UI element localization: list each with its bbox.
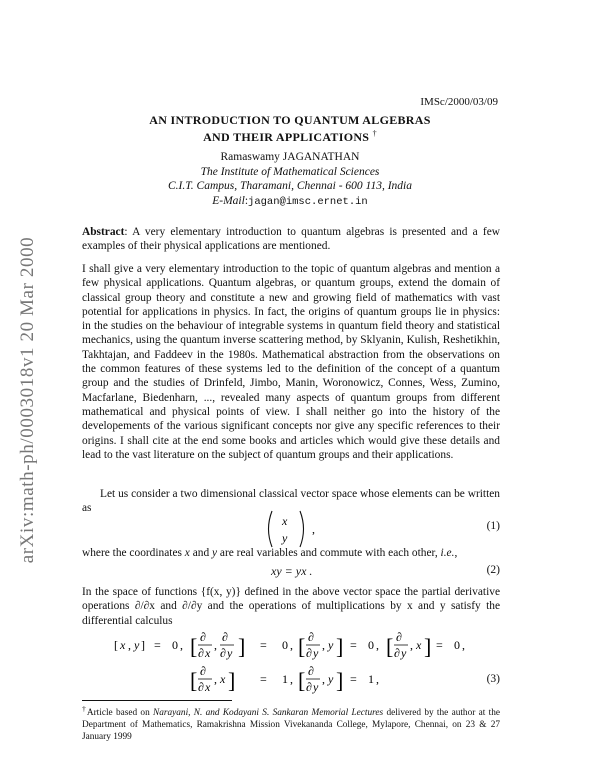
svg-text:,: , [410, 638, 413, 652]
svg-text:=: = [350, 638, 357, 652]
author-address: C.I.T. Campus, Tharamani, Chennai - 600 113, India [168, 180, 412, 192]
svg-text:∂: ∂ [396, 630, 402, 644]
equation-1-number: (1) [486, 520, 500, 532]
author-block [80, 150, 500, 209]
svg-text:∂: ∂ [222, 630, 228, 644]
svg-text:0: 0 [172, 638, 178, 652]
p3-var-y: y [212, 547, 218, 559]
svg-text:∂: ∂ [306, 646, 312, 660]
p3-var-x: x [184, 547, 190, 559]
svg-text:∂: ∂ [200, 664, 206, 678]
svg-text:,: , [290, 638, 293, 652]
title-line-2 [80, 127, 500, 144]
svg-text:[: [ [298, 634, 306, 659]
svg-text:∂: ∂ [198, 646, 204, 660]
body-paragraph-3 [82, 546, 500, 560]
report-number: IMSc/2000/03/09 [420, 96, 498, 108]
svg-text:]: ] [336, 634, 344, 659]
footnote-rule [82, 700, 232, 701]
svg-text:∂: ∂ [394, 646, 400, 660]
svg-text:=: = [260, 672, 267, 686]
svg-text:,: , [312, 522, 315, 536]
svg-text:y: y [134, 638, 140, 652]
email-label: E-Mail [212, 194, 245, 207]
svg-text:0: 0 [282, 638, 288, 652]
equation-1-column-vector [262, 509, 332, 549]
arxiv-identifier: arXiv:math-ph/0003018v1 20 Mar 2000 [17, 236, 38, 564]
svg-text:x: x [205, 680, 211, 694]
footnote-text-a: Article based on [86, 708, 154, 719]
body-paragraph-4: In the space of functions {f(x, y)} defined in the above vector space the partial derivative operations ∂/∂x and ∂/∂y and the operations of multiplications by x and y satisfy the differential calculus [82, 586, 500, 627]
body-paragraph-2: Let us consider a two dimensional classical vector space whose elements can be written as [82, 488, 500, 515]
svg-text:∂: ∂ [220, 646, 226, 660]
svg-text:1: 1 [368, 672, 374, 686]
title-line-2-text: AND THEIR APPLICATIONS [203, 130, 370, 144]
svg-text:[: [ [114, 638, 118, 652]
p3-text-b: and [189, 547, 213, 559]
svg-text:0: 0 [454, 638, 460, 652]
svg-text:∂: ∂ [198, 680, 204, 694]
abstract-text: : A very elementary introduction to quantum algebras is presented and a few examples of their physical applications are mentioned. [82, 226, 500, 253]
svg-text:]: ] [424, 634, 432, 659]
svg-text:,: , [376, 672, 379, 686]
svg-text:1: 1 [282, 672, 288, 686]
footnote-mark: † [82, 704, 87, 713]
svg-text:,: , [322, 638, 325, 652]
svg-text:,: , [128, 638, 131, 652]
p3-text-d: , [454, 547, 458, 559]
footnote-text-b: delivered by the author at the Department of Mathematics, Ramakrishna Mission Vivekananda College, Mylapore, Chennai, on 23 & 27 January 1999 [82, 708, 500, 743]
svg-text:y: y [282, 531, 288, 545]
svg-text:]: ] [238, 634, 246, 659]
svg-text:,: , [214, 638, 217, 652]
svg-text:]: ] [336, 668, 344, 693]
svg-text:,: , [462, 638, 465, 652]
svg-text:∂: ∂ [200, 630, 206, 644]
svg-text:∂: ∂ [308, 630, 314, 644]
author-institute: The Institute of Mathematical Sciences [200, 165, 380, 178]
svg-text:,: , [290, 672, 293, 686]
footnote-lecture-name: Narayani, N. and Kodayani S. Sankaran Memorial Lectures [153, 708, 384, 719]
svg-text:∂: ∂ [306, 680, 312, 694]
svg-text:]: ] [141, 638, 145, 652]
svg-text:x: x [282, 514, 288, 528]
svg-text:=: = [260, 638, 267, 652]
svg-text:∂: ∂ [308, 664, 314, 678]
svg-text:y: y [328, 638, 334, 652]
svg-text:x: x [220, 672, 226, 686]
svg-text:=: = [436, 638, 443, 652]
svg-text:x: x [205, 646, 211, 660]
paper-title [80, 113, 500, 144]
svg-text:y: y [227, 646, 233, 660]
svg-text:0: 0 [368, 638, 374, 652]
arxiv-sidebar-stamp [10, 190, 46, 610]
svg-text:x: x [120, 638, 126, 652]
svg-text:x: x [416, 638, 422, 652]
email-address[interactable]: jagan@imsc.ernet.in [248, 195, 368, 208]
svg-text:y: y [313, 680, 319, 694]
svg-text:=: = [350, 672, 357, 686]
author-name: Ramaswamy JAGANATHAN [220, 151, 360, 163]
p3-text-c: are real variables and commute with each other, [217, 547, 441, 559]
p3-ie: i.e. [440, 547, 455, 559]
svg-text:[: [ [298, 668, 306, 693]
svg-text:y: y [328, 672, 334, 686]
svg-text:,: , [214, 672, 217, 686]
abstract-label: Abstract [82, 226, 125, 238]
equation-3-differential-calculus [110, 628, 490, 694]
equation-3-number: (3) [486, 673, 500, 685]
svg-text:,: , [180, 638, 183, 652]
svg-text:[: [ [386, 634, 394, 659]
svg-text:=: = [154, 638, 161, 652]
body-paragraph-1: I shall give a very elementary introduction to the topic of quantum algebras and mention a few physical applications. Quantum algebras, or quantum groups, extend the domain of classical group theory and constitute a new and growing field of mathematics with vast potential for applications in physics. In fact, the origins of quantum groups lie in physics: in the studies on the behaviour of integrable systems in quantum field theory and statistical mechanics, using the quantum inverse scattering method, by Sklyanin, Kulish, Reshetikhin, Takhtajan, and Faddeev in the 1980s. Mathematical abstraction from the observations on the common features of these systems led to the definition of the concept of a quantum group and the studies of Drinfeld, Jimbo, Manin, Woronowicz, Connes, Wess, Zumino, Macfarlane, Biedenharn, ..., revealed many aspects of quantum groups from different mathematical and physical points of view. I shall neither go into the history of the developements of the various significant concepts nor give any specific references to their origins. I shall cite at the end some books and articles which would give these details and lead to the vast literature on the subject of quantum groups and their applications. [82, 263, 500, 461]
equation-2: xy = yx . [271, 564, 313, 578]
svg-text:[: [ [190, 668, 198, 693]
svg-text:y: y [313, 646, 319, 660]
equation-2-number: (2) [486, 564, 500, 576]
p3-text-a: where the coordinates [82, 547, 185, 559]
svg-text:y: y [401, 646, 407, 660]
abstract [82, 225, 500, 254]
svg-text:]: ] [228, 668, 236, 693]
author-email: E-Mail:jagan@imsc.ernet.in [212, 194, 368, 208]
footnote [82, 703, 500, 743]
svg-text:[: [ [190, 634, 198, 659]
svg-text:,: , [376, 638, 379, 652]
svg-text:,: , [322, 672, 325, 686]
title-line-1: AN INTRODUCTION TO QUANTUM ALGEBRAS [149, 113, 431, 127]
title-footnote-mark: † [372, 129, 377, 138]
